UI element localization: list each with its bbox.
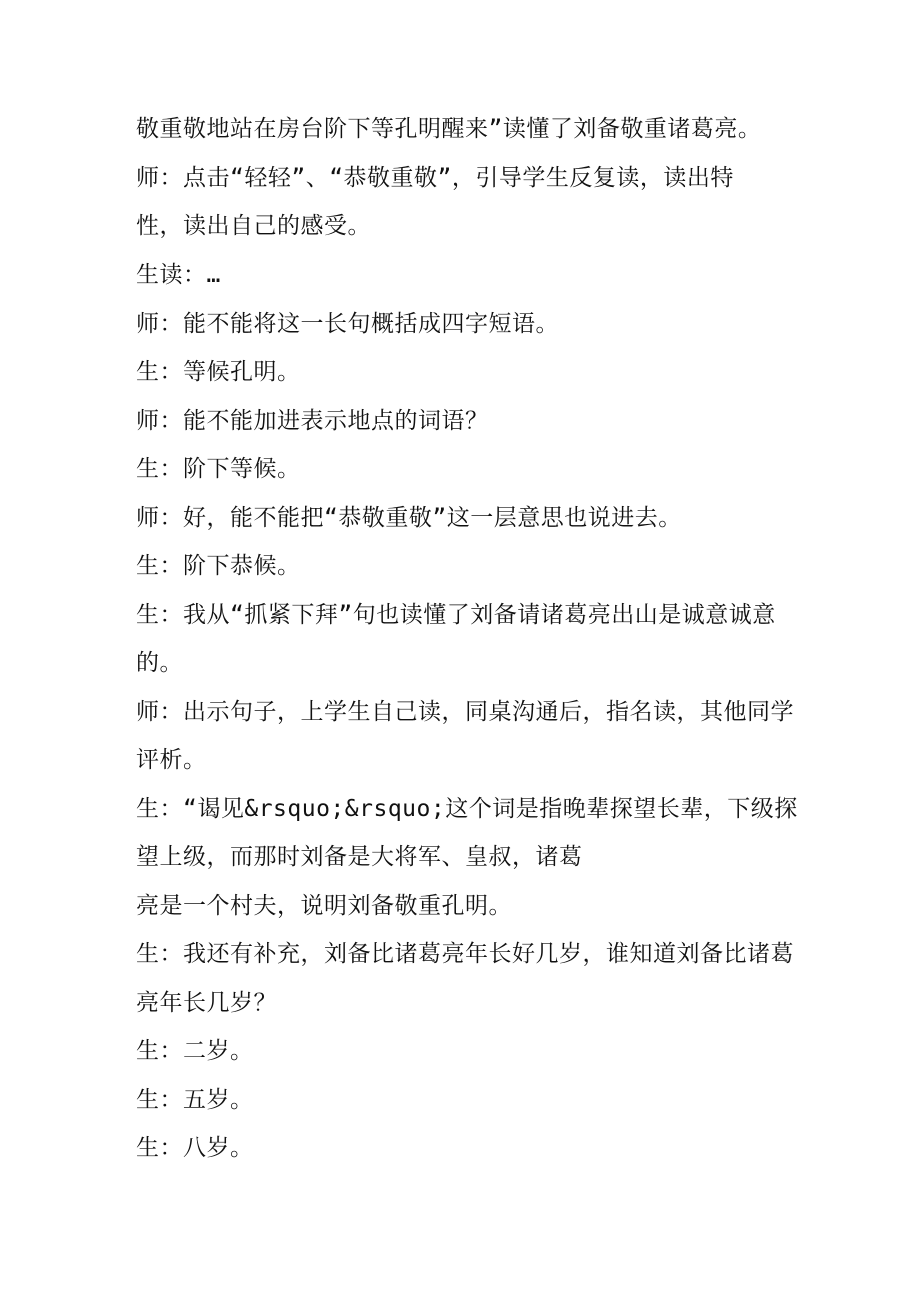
text-line: 性，读出自己的感受。 bbox=[136, 213, 371, 239]
text-line: 师：能不能将这一长句概括成四字短语。 bbox=[136, 311, 559, 337]
text-line: 敬重敬地站在房台阶下等孔明醒来”读懂了刘备敬重诸葛亮。 bbox=[136, 116, 762, 142]
text-line: 生：五岁。 bbox=[136, 1087, 254, 1113]
text-line: 亮是一个村夫，说明刘备敬重孔明。 bbox=[136, 893, 512, 919]
text-line: 生：我从“抓紧下拜”句也读懂了刘备请诸葛亮出山是诚意诚意 bbox=[136, 602, 776, 628]
text-line: 望上级，而那时刘备是大将军、皇叔，诸葛 bbox=[136, 844, 583, 870]
text-line: 师：点击“轻轻”、“恭敬重敬”，引导学生反复读，读出特 bbox=[136, 165, 734, 191]
text-line: 师：出示句子，上学生自己读，同桌沟通后，指名读，其他同学 bbox=[136, 699, 794, 725]
text-line: 生：八岁。 bbox=[136, 1135, 254, 1161]
text-line: 生：“谒见&rsquo;&rsquo;这个词是指晚辈探望长辈，下级探 bbox=[136, 796, 798, 822]
text-line: 生读：… bbox=[136, 262, 221, 288]
text-line: 生：二岁。 bbox=[136, 1038, 254, 1064]
text-line: 亮年长几岁？ bbox=[136, 990, 277, 1016]
text-line: 生：等候孔明。 bbox=[136, 359, 301, 385]
text-line: 师：能不能加进表示地点的词语？ bbox=[136, 408, 489, 434]
text-line: 评析。 bbox=[136, 747, 207, 773]
text-line: 生：我还有补充，刘备比诸葛亮年长好几岁，谁知道刘备比诸葛 bbox=[136, 941, 794, 967]
text-line: 师：好，能不能把“恭敬重敬”这一层意思也说进去。 bbox=[136, 505, 682, 531]
text-line: 的。 bbox=[136, 650, 183, 676]
text-line: 生：阶下恭候。 bbox=[136, 553, 301, 579]
text-line: 生：阶下等候。 bbox=[136, 456, 301, 482]
